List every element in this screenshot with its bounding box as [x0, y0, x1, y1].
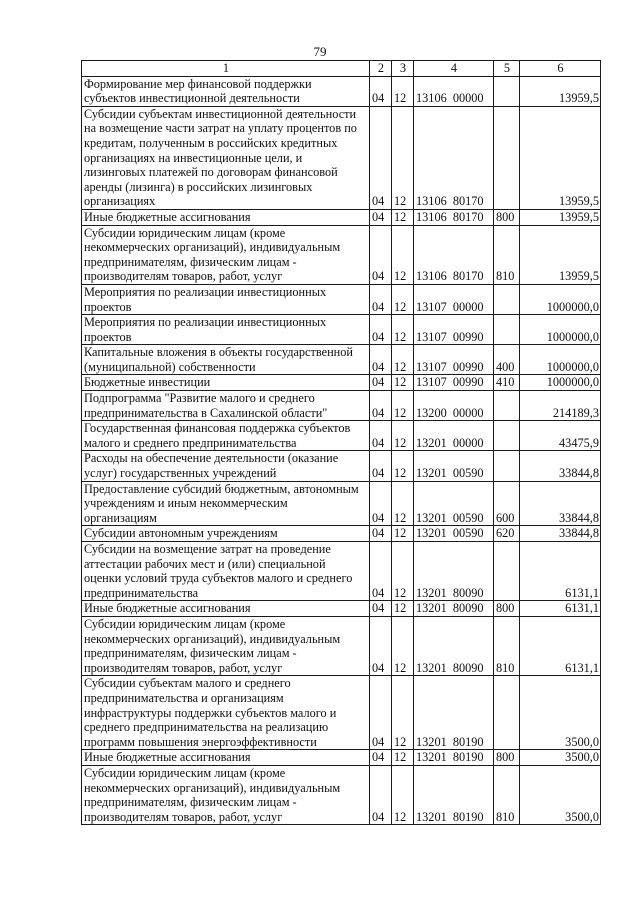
row-subsection: 12	[392, 421, 414, 451]
row-section: 04	[370, 676, 392, 750]
row-section: 04	[370, 750, 392, 766]
row-name: Формирование мер финансовой поддержки субъектов инвестиционной деятельности	[82, 76, 370, 106]
row-subsection: 12	[392, 76, 414, 106]
row-expense-type	[494, 106, 520, 209]
row-name: Субсидии юридическим лицам (кроме некоммерческих организаций), индивидуальным предпринимателям, физическим лицам - производителям товаров, работ, услуг	[82, 616, 370, 675]
row-section: 04	[370, 526, 392, 542]
table-row	[82, 765, 601, 824]
row-expense-type: 600	[494, 481, 520, 526]
row-target-code: 13106 00000	[414, 76, 494, 106]
row-amount: 6131,1	[520, 616, 601, 675]
row-name: Субсидии субъектам инвестиционной деятельности на возмещение части затрат на уплату процентов по кредитам, полученным в российских кредитных организациях на инвестиционные цели, и лизинговых платежей по договорам финансовой аренды (лизинга) в российских лизинговых организациях	[82, 106, 370, 209]
row-amount: 6131,1	[520, 542, 601, 601]
row-amount: 214189,3	[520, 391, 601, 421]
row-expense-type: 810	[494, 765, 520, 824]
row-amount: 43475,9	[520, 421, 601, 451]
row-name: Субсидии субъектам малого и среднего предпринимательства и организациям инфраструктуры поддержки субъектов малого и среднего предпринимательства на реализацию программ повышения энергоэффективности	[82, 676, 370, 750]
row-subsection: 12	[392, 225, 414, 284]
row-section: 04	[370, 391, 392, 421]
header-col-3: 3	[392, 61, 414, 77]
row-subsection: 12	[392, 315, 414, 345]
row-name: Подпрограмма "Развитие малого и среднего предпринимательства в Сахалинской области"	[82, 391, 370, 421]
table-row	[82, 209, 601, 225]
row-section: 04	[370, 284, 392, 314]
header-row	[82, 61, 601, 77]
budget-table	[81, 60, 601, 825]
table-row	[82, 375, 601, 391]
row-expense-type: 800	[494, 750, 520, 766]
row-amount: 3500,0	[520, 676, 601, 750]
row-target-code: 13201 00590	[414, 526, 494, 542]
row-section: 04	[370, 106, 392, 209]
row-expense-type	[494, 676, 520, 750]
row-target-code: 13201 00590	[414, 451, 494, 481]
row-name: Субсидии юридическим лицам (кроме некоммерческих организаций), индивидуальным предпринимателям, физическим лицам - производителям товаров, работ, услуг	[82, 765, 370, 824]
row-section: 04	[370, 76, 392, 106]
row-expense-type	[494, 76, 520, 106]
table-row	[82, 616, 601, 675]
row-target-code: 13201 80090	[414, 601, 494, 617]
header-col-4: 4	[414, 61, 494, 77]
row-subsection: 12	[392, 616, 414, 675]
row-amount: 1000000,0	[520, 345, 601, 375]
row-section: 04	[370, 315, 392, 345]
row-amount: 1000000,0	[520, 315, 601, 345]
table-row	[82, 345, 601, 375]
row-name: Капитальные вложения в объекты государственной (муниципальной) собственности	[82, 345, 370, 375]
row-amount: 3500,0	[520, 765, 601, 824]
row-subsection: 12	[392, 391, 414, 421]
row-subsection: 12	[392, 676, 414, 750]
row-subsection: 12	[392, 284, 414, 314]
row-target-code: 13201 80190	[414, 676, 494, 750]
row-expense-type	[494, 284, 520, 314]
row-section: 04	[370, 451, 392, 481]
row-subsection: 12	[392, 451, 414, 481]
row-subsection: 12	[392, 106, 414, 209]
row-amount: 1000000,0	[520, 284, 601, 314]
row-expense-type: 410	[494, 375, 520, 391]
row-expense-type	[494, 451, 520, 481]
row-subsection: 12	[392, 542, 414, 601]
table-row	[82, 76, 601, 106]
row-expense-type: 800	[494, 601, 520, 617]
row-target-code: 13201 80190	[414, 750, 494, 766]
page-number: 79	[313, 44, 327, 59]
row-section: 04	[370, 481, 392, 526]
header-col-6: 6	[520, 61, 601, 77]
row-section: 04	[370, 225, 392, 284]
row-name: Расходы на обеспечение деятельности (оказание услуг) государственных учреждений	[82, 451, 370, 481]
row-target-code: 13201 80090	[414, 542, 494, 601]
row-name: Мероприятия по реализации инвестиционных проектов	[82, 315, 370, 345]
row-amount: 13959,5	[520, 225, 601, 284]
row-amount: 13959,5	[520, 76, 601, 106]
table-row	[82, 601, 601, 617]
row-expense-type: 810	[494, 616, 520, 675]
row-section: 04	[370, 421, 392, 451]
table-row	[82, 315, 601, 345]
table-row	[82, 676, 601, 750]
row-name: Предоставление субсидий бюджетным, автономным учреждениям и иным некоммерческим организациям	[82, 481, 370, 526]
row-target-code: 13106 80170	[414, 225, 494, 284]
row-name: Бюджетные инвестиции	[82, 375, 370, 391]
row-subsection: 12	[392, 526, 414, 542]
table-row	[82, 750, 601, 766]
row-section: 04	[370, 601, 392, 617]
row-subsection: 12	[392, 209, 414, 225]
row-target-code: 13200 00000	[414, 391, 494, 421]
table-row	[82, 542, 601, 601]
header-col-1: 1	[82, 61, 370, 77]
row-name: Иные бюджетные ассигнования	[82, 601, 370, 617]
row-amount: 6131,1	[520, 601, 601, 617]
row-subsection: 12	[392, 601, 414, 617]
header-col-2: 2	[370, 61, 392, 77]
row-target-code: 13106 80170	[414, 209, 494, 225]
row-target-code: 13201 80190	[414, 765, 494, 824]
row-target-code: 13107 00990	[414, 375, 494, 391]
row-name: Субсидии юридическим лицам (кроме некоммерческих организаций), индивидуальным предпринимателям, физическим лицам - производителям товаров, работ, услуг	[82, 225, 370, 284]
table-row	[82, 421, 601, 451]
row-subsection: 12	[392, 375, 414, 391]
row-amount: 33844,8	[520, 526, 601, 542]
row-amount: 1000000,0	[520, 375, 601, 391]
row-section: 04	[370, 345, 392, 375]
row-expense-type: 400	[494, 345, 520, 375]
table-row	[82, 526, 601, 542]
table-row	[82, 284, 601, 314]
row-amount: 33844,8	[520, 481, 601, 526]
row-target-code: 13107 00990	[414, 345, 494, 375]
table-row	[82, 106, 601, 209]
row-name: Иные бюджетные ассигнования	[82, 750, 370, 766]
row-subsection: 12	[392, 345, 414, 375]
table-row	[82, 451, 601, 481]
row-target-code: 13201 80090	[414, 616, 494, 675]
row-section: 04	[370, 209, 392, 225]
row-expense-type	[494, 391, 520, 421]
table-row	[82, 225, 601, 284]
row-amount: 13959,5	[520, 106, 601, 209]
row-name: Субсидии на возмещение затрат на проведение аттестации рабочих мест и (или) специальной оценки условий труда субъектов малого и среднего предпринимательства	[82, 542, 370, 601]
row-section: 04	[370, 375, 392, 391]
row-target-code: 13106 80170	[414, 106, 494, 209]
row-target-code: 13107 00000	[414, 284, 494, 314]
row-expense-type: 620	[494, 526, 520, 542]
table-row	[82, 481, 601, 526]
row-subsection: 12	[392, 765, 414, 824]
row-section: 04	[370, 616, 392, 675]
row-name: Субсидии автономным учреждениям	[82, 526, 370, 542]
row-expense-type	[494, 542, 520, 601]
row-expense-type: 810	[494, 225, 520, 284]
row-section: 04	[370, 542, 392, 601]
row-target-code: 13201 00590	[414, 481, 494, 526]
row-target-code: 13201 00000	[414, 421, 494, 451]
row-name: Государственная финансовая поддержка субъектов малого и среднего предпринимательства	[82, 421, 370, 451]
row-expense-type	[494, 315, 520, 345]
row-name: Иные бюджетные ассигнования	[82, 209, 370, 225]
row-target-code: 13107 00990	[414, 315, 494, 345]
row-expense-type: 800	[494, 209, 520, 225]
row-subsection: 12	[392, 481, 414, 526]
row-section: 04	[370, 765, 392, 824]
row-amount: 33844,8	[520, 451, 601, 481]
row-amount: 3500,0	[520, 750, 601, 766]
row-name: Мероприятия по реализации инвестиционных проектов	[82, 284, 370, 314]
table-body	[82, 76, 601, 825]
row-expense-type	[494, 421, 520, 451]
row-amount: 13959,5	[520, 209, 601, 225]
row-subsection: 12	[392, 750, 414, 766]
table-row	[82, 391, 601, 421]
header-col-5: 5	[494, 61, 520, 77]
